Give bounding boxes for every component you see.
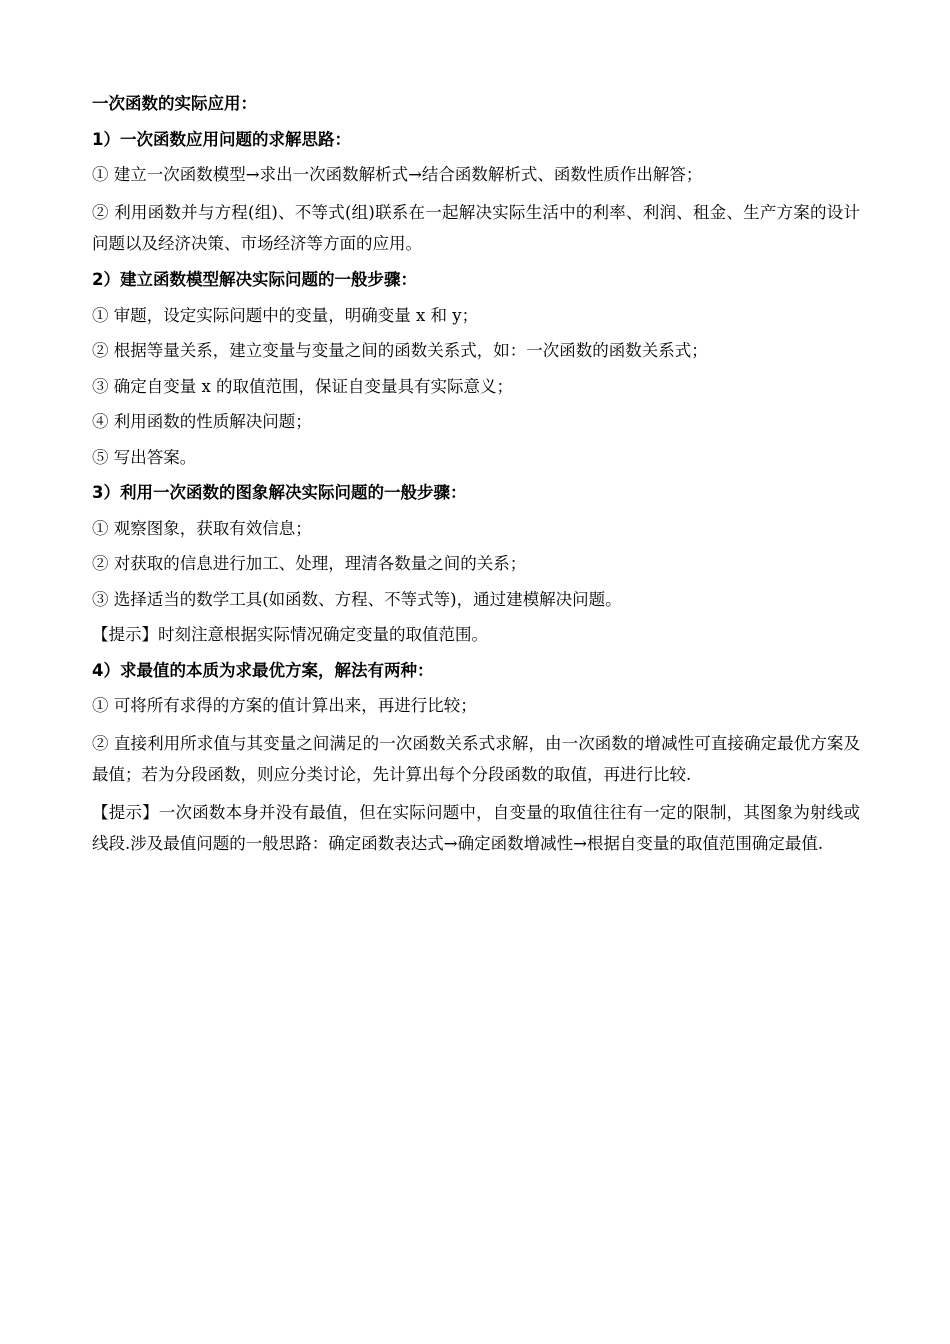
section-4-item-2: ② 直接利用所求值与其变量之间满足的一次函数关系式求解，由一次函数的增减性可直接确定最优方案及最值；若为分段函数，则应分类讨论，先计算出每个分段函数的取值，再进行比较. bbox=[92, 733, 860, 784]
section-2-item-2: ② 根据等量关系，建立变量与变量之间的函数关系式，如：一次函数的函数关系式； bbox=[92, 341, 708, 360]
section-3-item-3: ③ 选择适当的数学工具(如函数、方程、不等式等)，通过建模解决问题。 bbox=[92, 589, 622, 609]
section-4-tip: 【提示】一次函数本身并没有最值，但在实际问题中，自变量的取值往往有一定的限制，其图象为射线或线段.涉及最值问题的一般思路：确定函数表达式→确定函数增减性→根据自变量的取值范围确定最值. bbox=[92, 803, 860, 853]
section-2-item-4: ④ 利用函数的性质解决问题； bbox=[92, 412, 312, 431]
section-3-item-1: ① 观察图象，获取有效信息； bbox=[92, 518, 312, 538]
section-2-heading: 2）建立函数模型解决实际问题的一般步骤： bbox=[92, 270, 417, 289]
section-1-item-2: ② 利用函数并与方程(组)、不等式(组)联系在一起解决实际生活中的利率、利润、租金、生产方案的设计问题以及经济决策、市场经济等方面的应用。 bbox=[92, 202, 860, 253]
document-page bbox=[92, 90, 860, 867]
section-1-heading: 1）一次函数应用问题的求解思路： bbox=[92, 129, 351, 149]
section-2-item-3: ③ 确定自变量 x 的取值范围，保证自变量具有实际意义； bbox=[92, 376, 514, 396]
section-2-item-5: ⑤ 写出答案。 bbox=[92, 447, 197, 467]
section-3-heading: 3）利用一次函数的图象解决实际问题的一般步骤： bbox=[92, 483, 467, 502]
section-2-item-1: ① 审题，设定实际问题中的变量，明确变量 x 和 y； bbox=[92, 305, 479, 325]
section-3-item-2: ② 对获取的信息进行加工、处理，理清各数量之间的关系； bbox=[92, 554, 527, 573]
section-1-item-1: ① 建立一次函数模型→求出一次函数解析式→结合函数解析式、函数性质作出解答； bbox=[92, 165, 703, 184]
section-3-tip: 【提示】时刻注意根据实际情况确定变量的取值范围。 bbox=[92, 625, 488, 644]
document-title: 一次函数的实际应用： bbox=[92, 94, 257, 113]
section-4-heading: 4）求最值的本质为求最优方案，解法有两种： bbox=[92, 660, 434, 680]
section-4-item-1: ① 可将所有求得的方案的值计算出来，再进行比较； bbox=[92, 696, 477, 715]
